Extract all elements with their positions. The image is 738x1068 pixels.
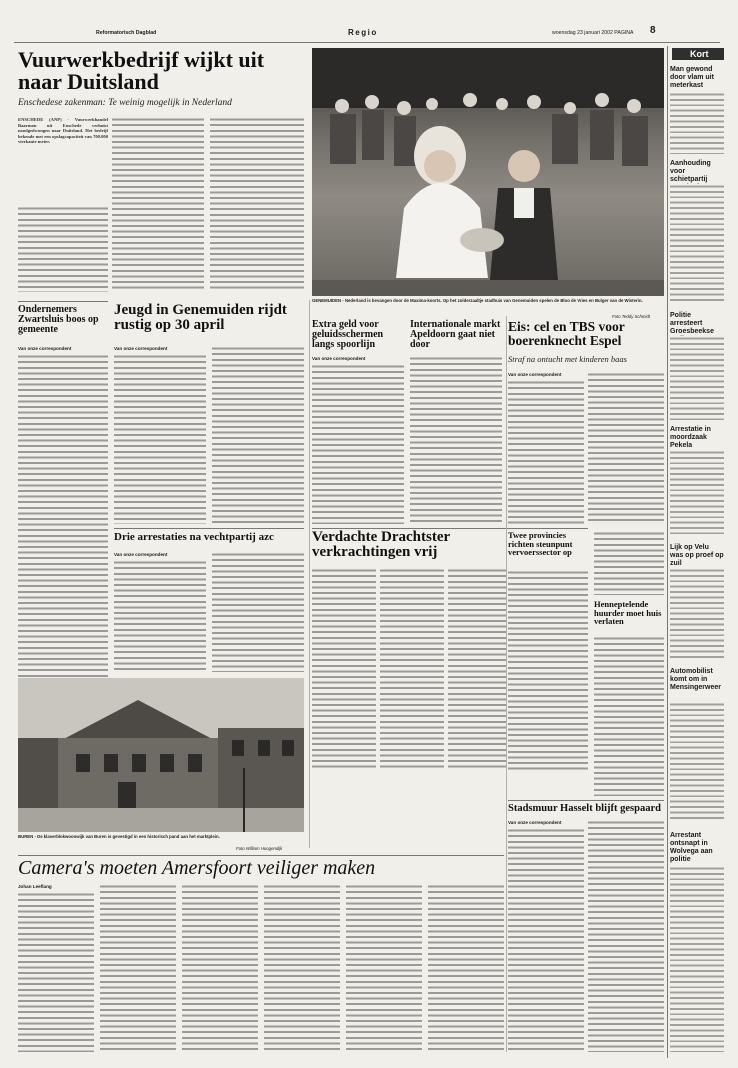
- kort-item-body: [670, 336, 724, 420]
- zwartsluis-byline: Van onze correspondent: [18, 346, 72, 351]
- henneptelende-body: [594, 636, 664, 796]
- amersfoort-body: [18, 892, 94, 1052]
- amersfoort-body-col5: [346, 884, 422, 1052]
- kort-item-body: [670, 92, 724, 154]
- section-rule: [18, 301, 108, 302]
- espel-byline: Van onze correspondent: [508, 372, 562, 377]
- apeldoorn-headline: Internationale markt Apeldoorn gaat niet door: [410, 319, 501, 351]
- kort-item-body: [670, 184, 724, 304]
- column-divider: [309, 300, 310, 848]
- hasselt-headline: Stadsmuur Hasselt blijft gespaard: [508, 803, 661, 814]
- wedding-photo-credit: Foto Teddy Schmidt: [612, 314, 651, 319]
- masthead-section: Regio: [348, 28, 378, 37]
- section-rule: [114, 528, 304, 529]
- masthead-page: 8: [650, 25, 656, 36]
- espel-body: [508, 380, 584, 524]
- kort-item-body: [670, 866, 724, 1052]
- section-rule: [508, 528, 588, 529]
- espel-subhead: Straf na ontucht met kinderen baas: [508, 354, 627, 364]
- kort-item-body: [670, 450, 724, 534]
- amersfoort-byline: Johan Leeflang: [18, 884, 52, 889]
- street-photo-credit: Foto William Hoogendijk: [236, 846, 283, 851]
- zwolle-byline: Van onze correspondent: [312, 356, 366, 361]
- amersfoort-headline: Camera's moeten Amersfoort veiliger maken: [18, 857, 376, 879]
- zwolle-body: [312, 364, 404, 524]
- zwartsluis-body: [18, 354, 108, 680]
- masthead-paper: Reformatorisch Dagblad: [96, 30, 157, 36]
- genemuiden-body-col2: [212, 346, 304, 524]
- street-photo-scene: [18, 678, 304, 832]
- drie-body-col2: [212, 552, 304, 672]
- vervoer-headline: Twee provincies richten steunpunt vervoerssector op: [508, 530, 573, 558]
- wedding-photo: [312, 48, 664, 296]
- kort-item-title: Man gewond door vlam uit meterkast: [670, 66, 714, 89]
- amersfoort-body-col4: [264, 884, 340, 1052]
- lead-body-col3: [210, 117, 304, 292]
- kort-item-title: Politie arresteert Groesbeekse: [670, 312, 714, 335]
- genemuiden-headline: Jeugd in Genemuiden rijdt rustig op 30 april: [114, 302, 287, 334]
- drie-body: [114, 560, 206, 672]
- kort-item-title: Arrestant ontsnapt in Wolvega aan politie: [670, 832, 713, 863]
- lead-subhead: Enschedese zakenman: Te weinig mogelijk in Nederland: [18, 98, 232, 108]
- kort-item-body: [670, 568, 724, 660]
- drie-headline: Drie arrestaties na vechtpartij azc: [114, 531, 274, 543]
- espel-body-col2: [588, 372, 664, 524]
- apeldoorn-body: [410, 356, 502, 524]
- espel-headline: Eis: cel en TBS voor boerenknecht Espel: [508, 319, 625, 348]
- hasselt-body-col2: [588, 820, 664, 1052]
- vervoer-body-col2: [594, 531, 664, 595]
- kort-label: Kort: [690, 49, 709, 59]
- wedding-photo-caption: GENEMUIDEN - Nederland is bevangen door de Maxima-koorts. Op het zolderzaaltje stadhuis van Genemuiden spelen de Bloo de Vries en Bulger van de Wisterin.: [312, 298, 643, 303]
- genemuiden-body: [114, 354, 206, 524]
- column-divider: [506, 316, 507, 1052]
- kort-item-body: [670, 702, 724, 820]
- wedding-photo-scene: [312, 48, 664, 296]
- amersfoort-body-col6: [428, 884, 504, 1052]
- street-photo: [18, 678, 304, 832]
- kort-item-title: Automobilist komt om in Mensingerweer: [670, 668, 721, 691]
- section-rule: [18, 855, 504, 856]
- lead-headline: Vuurwerkbedrijf wijkt uit naar Duitsland: [18, 47, 265, 95]
- lead-body: ENSCHEDE (ANP) - Vuurwerkhandel Baarman uit Enschede verhuist noodgedwongen naar Duitsland. Het bedrijf bekende met een opslagcapaciteit van 700.000 vierkante meter.: [18, 117, 110, 145]
- drachtster-body-col2: [380, 568, 444, 768]
- masthead-date: woensdag 23 januari 2002 PAGINA: [552, 30, 634, 36]
- drachtster-body: [312, 568, 376, 768]
- vervoer-body: [508, 570, 588, 770]
- drie-byline: Van onze correspondent: [114, 552, 168, 557]
- amersfoort-body-col2: [100, 884, 176, 1052]
- street-photo-caption: BUREN - De klaverblokwoonwijk van Buren is gevestigd in een historisch pand aan het marktplein.: [18, 834, 220, 839]
- masthead-rule: [14, 42, 720, 43]
- section-rule: [508, 800, 664, 801]
- drachtster-body-col3: [448, 568, 506, 768]
- kort-item-title: Lijk op Velu was op proef op zuil: [670, 544, 724, 567]
- hasselt-body: [508, 828, 584, 1052]
- lead-body-col1b: [18, 206, 108, 292]
- zwartsluis-headline: Ondernemers Zwartsluis boos op gemeente: [18, 304, 99, 336]
- kort-item-title: Aanhouding voor schietpartij: [670, 160, 711, 183]
- kort-item-title: Arrestatie in moordzaak Pekela: [670, 426, 711, 449]
- kort-divider: [667, 46, 668, 1058]
- genemuiden-byline: Van onze correspondent: [114, 346, 168, 351]
- henneptelende-headline: Henneptelende huurder moet huis verlaten: [594, 599, 662, 627]
- drachtster-headline: Verdachte Drachtster verkrachtingen vrij: [312, 529, 450, 561]
- lead-body-col2: [112, 117, 204, 292]
- hasselt-byline: Van onze correspondent: [508, 820, 562, 825]
- amersfoort-body-col3: [182, 884, 258, 1052]
- zwolle-headline: Extra geld voor geluidsschermen langs spoorlijn: [312, 319, 384, 351]
